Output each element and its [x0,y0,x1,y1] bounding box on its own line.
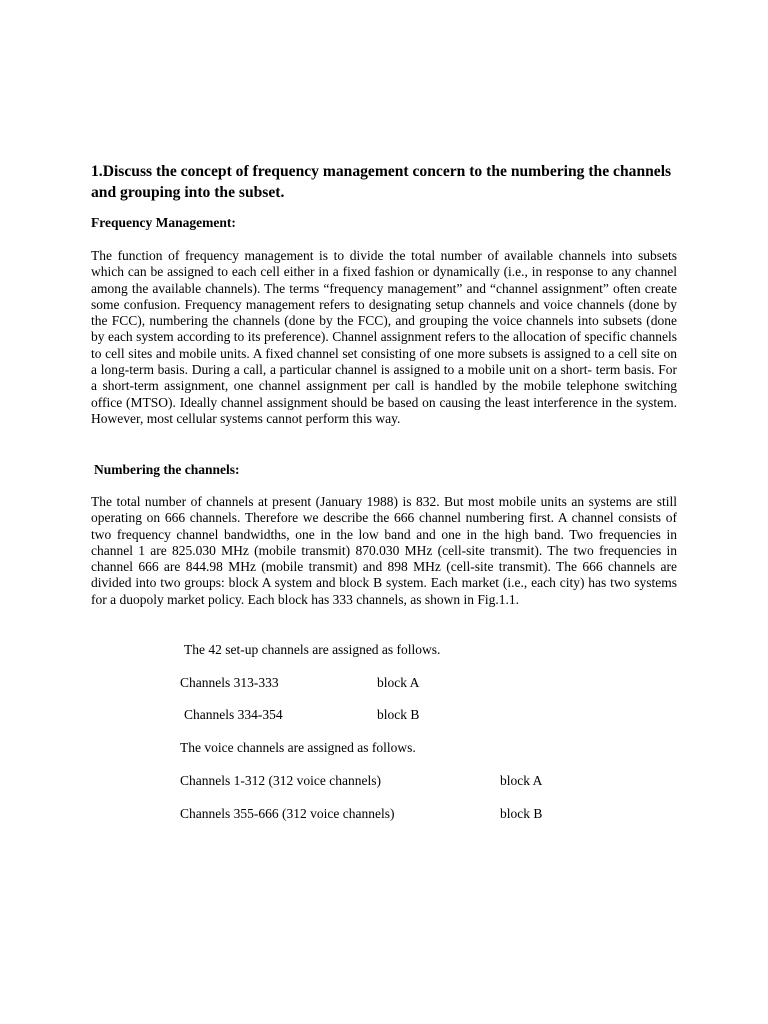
section-heading-frequency-management: Frequency Management: [91,215,236,230]
setup-row-block: block B [377,707,420,722]
voice-channels-intro: The voice channels are assigned as follows. [180,740,416,755]
setup-row-channels: Channels 313-333 [180,675,279,690]
setup-channels-intro: The 42 set-up channels are assigned as follows. [184,642,441,657]
setup-row-block: block A [377,675,420,690]
paragraph-frequency-management: The function of frequency management is to divide the total number of available channels into subsets which can be assigned to each cell either in a fixed fashion or dynamically (i.e., in response to any channel among the available channels). The terms “frequency management” and “channel assignment” often create some confusion. Frequency management refers to designating setup channels and voice channels (done by the FCC), numbering the channels (done by the FCC), and grouping the voice channels into subsets (done by each system according to its preference). Channel assignment refers to the allocation of specific channels to cell sites and mobile units. A fixed channel set consisting of one more subsets is assigned to a cell site on a long-term basis. During a call, a particular channel is assigned to a mobile unit on a short- term basis. For a short-term assignment, one channel assignment per call is handled by the mobile telephone switching office (MTSO). Ideally channel assignment should be based on causing the least interference in the system. However, most cellular systems cannot perform this way. [91,248,677,426]
section-heading-numbering-channels: Numbering the channels: [94,462,240,477]
voice-row-channels: Channels 1-312 (312 voice channels) [180,773,381,788]
voice-row-block: block A [500,773,543,788]
voice-row-channels: Channels 355-666 (312 voice channels) [180,806,395,821]
setup-row-channels: Channels 334-354 [184,707,283,722]
paragraph-numbering-channels: The total number of channels at present (January 1988) is 832. But most mobile units an systems are still operating on 666 channels. Therefore we describe the 666 channel numbering first. A channel consists of two frequency channel bandwidths, one in the low band and one in the high band. Two frequencies in channel 1 are 825.030 MHz (mobile transmit) 870.030 MHz (cell-site transmit). The two frequencies in channel 666 are 844.98 MHz (mobile transmit) and 898 MHz (cell-site transmit). The 666 channels are divided into two groups: block A system and block B system. Each market (i.e., each city) has two systems for a duopoly market policy. Each block has 333 channels, as shown in Fig.1.1. [91,494,677,607]
voice-row-block: block B [500,806,543,821]
question-title: 1.Discuss the concept of frequency management concern to the numbering the channels and grouping into the subset. [91,163,672,201]
